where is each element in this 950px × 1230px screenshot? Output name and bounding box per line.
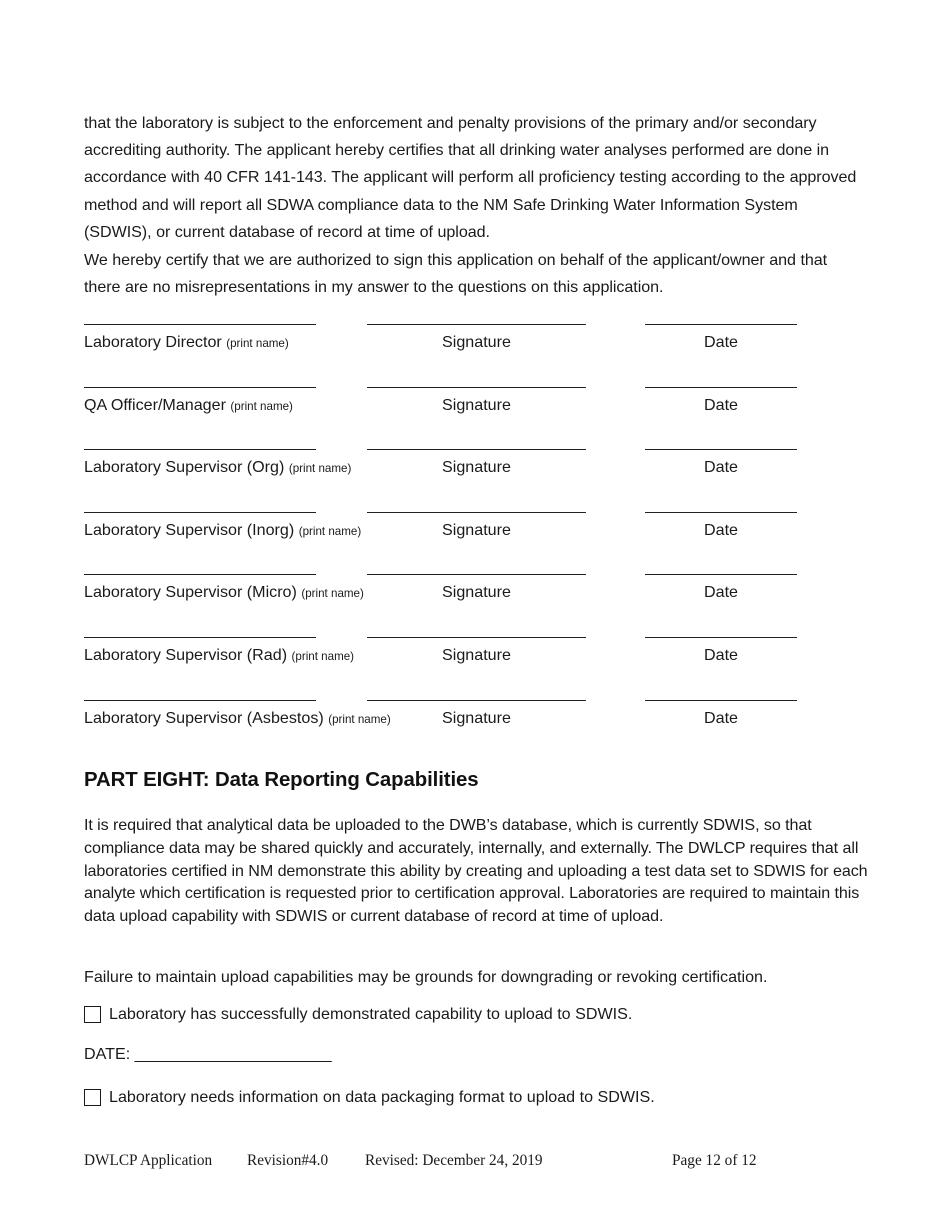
name-signature-line[interactable] bbox=[84, 700, 316, 701]
signature-caption: Signature bbox=[442, 395, 511, 414]
signature-row bbox=[84, 493, 866, 556]
signature-line[interactable] bbox=[367, 449, 586, 450]
signature-row bbox=[84, 681, 866, 744]
role-name: Laboratory Supervisor (Rad) bbox=[84, 645, 288, 664]
print-name-hint: (print name) bbox=[328, 712, 391, 726]
role-name: Laboratory Supervisor (Org) bbox=[84, 458, 285, 477]
date-caption: Date bbox=[704, 645, 738, 664]
signature-caption: Signature bbox=[442, 458, 511, 477]
date-line[interactable] bbox=[645, 512, 797, 513]
signature-row bbox=[84, 368, 866, 431]
footer-revision: Revision#4.0 bbox=[247, 1152, 329, 1169]
signature-row bbox=[84, 430, 866, 493]
footer-application: DWLCP Application bbox=[84, 1152, 213, 1169]
date-line[interactable] bbox=[645, 387, 797, 388]
checkbox-icon[interactable] bbox=[84, 1089, 101, 1106]
signature-caption: Signature bbox=[442, 645, 511, 664]
date-line[interactable] bbox=[645, 637, 797, 638]
failure-notice: Failure to maintain upload capabilities may be grounds for downgrading or revoking certification. bbox=[84, 968, 768, 987]
role-label bbox=[84, 581, 364, 605]
checkbox-row-demonstrated[interactable] bbox=[84, 1003, 632, 1025]
signature-line[interactable] bbox=[367, 574, 586, 575]
signature-table bbox=[84, 305, 866, 743]
signature-line[interactable] bbox=[367, 637, 586, 638]
date-caption: Date bbox=[704, 395, 738, 414]
signature-line[interactable] bbox=[367, 700, 586, 701]
signature-caption: Signature bbox=[442, 333, 511, 351]
checkbox-icon[interactable] bbox=[84, 1006, 101, 1023]
name-signature-line[interactable] bbox=[84, 512, 316, 513]
role-label bbox=[84, 394, 293, 418]
name-signature-line[interactable] bbox=[84, 449, 316, 450]
date-caption: Date bbox=[704, 520, 738, 539]
checkbox-label-needs-info: Laboratory needs information on data packaging format to upload to SDWIS. bbox=[109, 1088, 655, 1106]
name-signature-line[interactable] bbox=[84, 637, 316, 638]
print-name-hint: (print name) bbox=[298, 524, 362, 538]
date-line[interactable] bbox=[645, 700, 797, 701]
role-label bbox=[84, 331, 289, 355]
checkbox-row-needs-info[interactable] bbox=[84, 1086, 655, 1108]
date-caption: Date bbox=[704, 458, 738, 477]
role-name: Laboratory Supervisor (Asbestos) bbox=[84, 708, 324, 727]
signature-row bbox=[84, 305, 866, 368]
role-label bbox=[84, 519, 361, 543]
role-name: Laboratory Director bbox=[84, 333, 222, 351]
role-name: Laboratory Supervisor (Micro) bbox=[84, 583, 297, 602]
checkbox-label-demonstrated: Laboratory has successfully demonstrated capability to upload to SDWIS. bbox=[109, 1005, 633, 1023]
signature-caption: Signature bbox=[442, 583, 511, 602]
footer-page-number: Page 12 of 12 bbox=[672, 1152, 757, 1169]
date-line[interactable] bbox=[645, 324, 797, 325]
date-line[interactable] bbox=[645, 449, 797, 450]
part-eight-heading: PART EIGHT: Data Reporting Capabilities bbox=[84, 768, 479, 791]
signature-caption: Signature bbox=[442, 708, 511, 727]
role-name: QA Officer/Manager bbox=[84, 395, 226, 414]
print-name-hint: (print name) bbox=[288, 462, 352, 476]
role-label bbox=[84, 707, 391, 731]
print-name-hint: (print name) bbox=[301, 587, 364, 601]
name-signature-line[interactable] bbox=[84, 324, 316, 325]
page-footer bbox=[84, 1152, 866, 1174]
intro-paragraph: that the laboratory is subject to the enforcement and penalty provisions of the primary and/or secondary accrediting authority. The applicant hereby certifies that all drinking water analyses performed are done in accordance with 40 CFR 141-143. The applicant will perform all proficiency testing according to the approved method and will report all SDWA compliance data to the NM Safe Drinking Water Information System (SDWIS), or current database of record at time of upload. bbox=[84, 114, 857, 241]
footer-revised-date: Revised: December 24, 2019 bbox=[365, 1152, 543, 1169]
certification-paragraph: We hereby certify that we are authorized to sign this application on behalf of the applicant/owner and that there are no misrepresentations in my answer to the questions on this application. bbox=[84, 251, 828, 297]
name-signature-line[interactable] bbox=[84, 387, 316, 388]
date-caption: Date bbox=[704, 708, 738, 727]
print-name-hint: (print name) bbox=[226, 337, 289, 350]
role-label bbox=[84, 644, 354, 668]
date-caption: Date bbox=[704, 583, 738, 602]
signature-caption: Signature bbox=[442, 520, 511, 539]
date-input-field[interactable]: DATE: ______________________ bbox=[84, 1045, 332, 1063]
date-caption: Date bbox=[704, 333, 738, 351]
name-signature-line[interactable] bbox=[84, 574, 316, 575]
date-line[interactable] bbox=[645, 574, 797, 575]
signature-line[interactable] bbox=[367, 512, 586, 513]
signature-line[interactable] bbox=[367, 387, 586, 388]
signature-row bbox=[84, 555, 866, 618]
signature-line[interactable] bbox=[367, 324, 586, 325]
print-name-hint: (print name) bbox=[291, 649, 355, 663]
signature-row bbox=[84, 618, 866, 681]
role-name: Laboratory Supervisor (Inorg) bbox=[84, 520, 295, 539]
print-name-hint: (print name) bbox=[230, 399, 293, 413]
role-label bbox=[84, 456, 351, 480]
part-eight-body: It is required that analytical data be uploaded to the DWB’s database, which is currently SDWIS, so that compliance data may be shared quickly and accurately, internally, and externally. The DWLCP requires that all laboratories certified in NM demonstrate this ability by creating and uploading a test data set to SDWIS for each analyte which certification is requested prior to certification approval. Laboratories are required to maintain this data upload capability with SDWIS or current database of record at time of upload. bbox=[84, 816, 868, 926]
